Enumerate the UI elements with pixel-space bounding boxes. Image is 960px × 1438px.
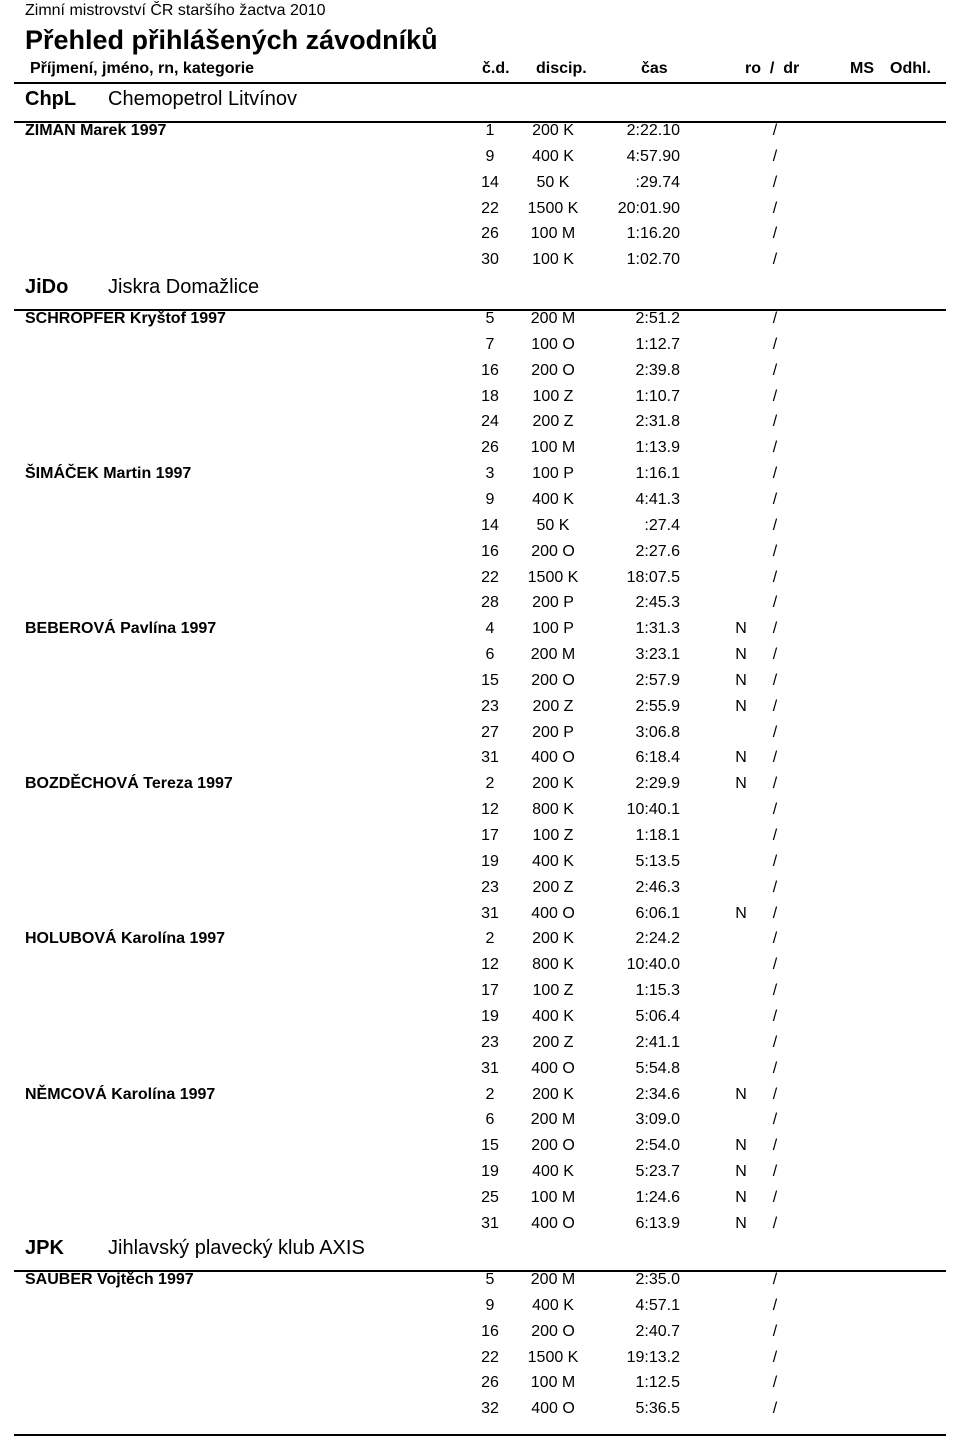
ro-dr-separator: / — [772, 465, 778, 483]
event-number: 22 — [481, 1348, 499, 1366]
entry-row — [0, 646, 960, 672]
entry-row — [0, 413, 960, 439]
entry-time: 2:45.3 — [635, 594, 680, 612]
discipline: 200 O — [531, 1322, 575, 1340]
ro-dr-separator: / — [772, 1348, 778, 1366]
discipline: 400 O — [531, 749, 575, 767]
discipline: 200 K — [532, 775, 574, 793]
entry-row — [0, 620, 960, 646]
event-number: 9 — [485, 490, 495, 508]
event-number: 2 — [485, 1085, 495, 1103]
discipline: 50 K — [536, 516, 570, 534]
event-number: 6 — [485, 1111, 495, 1129]
discipline: 400 O — [531, 1059, 575, 1077]
status-flag: N — [735, 1214, 747, 1232]
entry-time: 19:13.2 — [626, 1348, 680, 1366]
column-header-ms: MS — [850, 60, 874, 77]
event-number: 19 — [481, 1007, 499, 1025]
entry-row — [0, 1086, 960, 1112]
ro-dr-separator: / — [772, 413, 778, 431]
event-number: 31 — [481, 1214, 499, 1232]
entry-row — [0, 1060, 960, 1086]
entry-time: 1:18.1 — [635, 827, 680, 844]
entry-time: 2:34.6 — [635, 1085, 680, 1103]
entry-time: 2:54.0 — [635, 1137, 680, 1155]
entry-row — [0, 465, 960, 491]
discipline: 1500 K — [527, 1348, 579, 1366]
status-flag: N — [735, 671, 747, 689]
discipline: 200 M — [530, 310, 576, 327]
discipline: 200 M — [530, 1271, 576, 1288]
ro-dr-separator: / — [772, 594, 778, 612]
entry-time: 5:06.4 — [635, 1007, 680, 1025]
status-flag: N — [735, 1188, 747, 1206]
discipline: 400 O — [531, 1214, 575, 1232]
event-number: 30 — [481, 251, 499, 269]
ro-dr-separator: / — [772, 568, 778, 586]
club-header — [0, 276, 960, 306]
event-number: 16 — [481, 542, 499, 560]
event-number: 4 — [485, 620, 495, 638]
entry-time: 6:13.9 — [635, 1214, 680, 1232]
ro-dr-separator: / — [772, 646, 778, 664]
entry-row — [0, 982, 960, 1008]
event-number: 17 — [481, 827, 499, 844]
discipline: 200 O — [531, 1137, 575, 1155]
discipline: 200 O — [531, 361, 575, 379]
entry-time: 1:12.5 — [635, 1374, 680, 1392]
entry-time: 2:40.7 — [635, 1322, 680, 1340]
event-number: 17 — [481, 982, 499, 1000]
column-header-event-number: č.d. — [482, 60, 510, 77]
event-number: 22 — [481, 568, 499, 586]
ro-dr-separator: / — [772, 439, 778, 457]
entry-time: 10:40.0 — [626, 956, 680, 974]
event-number: 26 — [481, 439, 499, 457]
event-number: 9 — [485, 147, 495, 165]
event-number: 31 — [481, 749, 499, 767]
ro-dr-separator: / — [772, 1111, 778, 1129]
discipline: 1500 K — [527, 199, 579, 217]
entry-row — [0, 930, 960, 956]
status-flag: N — [735, 620, 747, 638]
entry-row — [0, 1349, 960, 1375]
ro-dr-separator: / — [772, 1085, 778, 1103]
event-number: 32 — [481, 1400, 499, 1418]
event-number: 1 — [485, 122, 495, 139]
entry-time: 4:41.3 — [635, 490, 680, 508]
ro-dr-separator: / — [772, 225, 778, 243]
swimmer-name: ZIMAN Marek 1997 — [25, 122, 167, 139]
entry-time: 2:46.3 — [635, 878, 680, 896]
ro-dr-separator: / — [772, 542, 778, 560]
ro-dr-separator: / — [772, 490, 778, 508]
entry-time: 1:16.20 — [626, 225, 680, 243]
entry-time: 1:15.3 — [635, 982, 680, 1000]
entry-row — [0, 1137, 960, 1163]
entry-time: 10:40.1 — [626, 801, 680, 819]
entry-time: 2:24.2 — [635, 930, 680, 948]
entry-time: 6:18.4 — [635, 749, 680, 767]
club-code: ChpL — [25, 88, 77, 110]
entry-time: 6:06.1 — [635, 904, 680, 922]
entry-row — [0, 517, 960, 543]
event-number: 19 — [481, 852, 499, 870]
ro-dr-separator: / — [772, 827, 778, 844]
discipline: 50 K — [536, 173, 570, 191]
event-number: 12 — [481, 956, 499, 974]
ro-dr-separator: / — [772, 310, 778, 327]
discipline: 100 Z — [532, 827, 574, 844]
club-code: JiDo — [25, 276, 69, 298]
swimmer-name: BOZDĚCHOVÁ Tereza 1997 — [25, 775, 233, 793]
ro-dr-separator: / — [772, 801, 778, 819]
discipline: 800 K — [532, 801, 574, 819]
entry-row — [0, 310, 960, 336]
discipline: 200 O — [531, 671, 575, 689]
discipline: 100 K — [532, 251, 574, 269]
discipline: 100 O — [531, 335, 575, 353]
ro-dr-separator: / — [772, 199, 778, 217]
discipline: 200 O — [531, 542, 575, 560]
event-number: 26 — [481, 225, 499, 243]
ro-dr-separator: / — [772, 147, 778, 165]
entry-time: 2:41.1 — [635, 1033, 680, 1051]
ro-dr-separator: / — [772, 1400, 778, 1418]
ro-dr-separator: / — [772, 878, 778, 896]
entry-time: 1:31.3 — [635, 620, 680, 638]
ro-dr-separator: / — [772, 387, 778, 405]
discipline: 1500 K — [527, 568, 579, 586]
status-flag: N — [735, 1137, 747, 1155]
event-number: 24 — [481, 413, 499, 431]
swimmer-name: SAUBER Vojtěch 1997 — [25, 1271, 194, 1288]
ro-dr-separator: / — [772, 335, 778, 353]
entry-row — [0, 251, 960, 277]
entry-row — [0, 388, 960, 414]
entry-row — [0, 543, 960, 569]
entry-row — [0, 1297, 960, 1323]
event-number: 23 — [481, 878, 499, 896]
discipline: 200 Z — [532, 1033, 574, 1051]
ro-dr-separator: / — [772, 1188, 778, 1206]
entry-row — [0, 1271, 960, 1297]
entry-time: 2:22.10 — [626, 122, 680, 139]
discipline: 400 O — [531, 1400, 575, 1418]
event-number: 28 — [481, 594, 499, 612]
ro-dr-separator: / — [772, 1137, 778, 1155]
discipline: 100 M — [530, 439, 576, 457]
column-header-withdrawn: Odhl. — [890, 60, 931, 77]
entry-time: 5:23.7 — [635, 1163, 680, 1181]
event-number: 18 — [481, 387, 499, 405]
event-number: 31 — [481, 1059, 499, 1077]
entry-row — [0, 336, 960, 362]
discipline: 400 K — [532, 1163, 574, 1181]
entry-time: 1:16.1 — [635, 465, 680, 483]
swimmer-name: HOLUBOVÁ Karolína 1997 — [25, 930, 226, 948]
entry-time: 1:10.7 — [635, 387, 680, 405]
event-number: 3 — [485, 465, 495, 483]
discipline: 100 M — [530, 1374, 576, 1392]
discipline: 200 Z — [532, 413, 574, 431]
entry-row — [0, 956, 960, 982]
entry-time: 3:06.8 — [635, 723, 680, 741]
entry-row — [0, 225, 960, 251]
ro-dr-separator: / — [772, 1214, 778, 1232]
entry-time: 5:13.5 — [635, 852, 680, 870]
discipline: 400 K — [532, 852, 574, 870]
event-number: 6 — [485, 646, 495, 664]
ro-dr-separator: / — [772, 173, 778, 191]
discipline: 100 Z — [532, 982, 574, 1000]
event-number: 31 — [481, 904, 499, 922]
entry-time: 2:31.8 — [635, 413, 680, 431]
discipline: 100 Z — [532, 387, 574, 405]
event-number: 23 — [481, 697, 499, 715]
club-header — [0, 88, 960, 118]
event-number: 15 — [481, 1137, 499, 1155]
entry-time: 2:51.2 — [635, 310, 680, 327]
event-number: 5 — [485, 310, 495, 327]
entry-row — [0, 1034, 960, 1060]
discipline: 200 Z — [532, 697, 574, 715]
entry-time: :29.74 — [635, 173, 680, 191]
event-number: 7 — [485, 335, 495, 353]
discipline: 200 K — [532, 1085, 574, 1103]
ro-dr-separator: / — [772, 697, 778, 715]
competition-name: Zimní mistrovství ČR staršího žactva 2010 — [25, 2, 326, 19]
club-header — [0, 1237, 960, 1267]
ro-dr-separator: / — [772, 1059, 778, 1077]
entry-time: 1:12.7 — [635, 335, 680, 353]
club-name: Jiskra Domažlice — [108, 276, 260, 298]
entry-row — [0, 749, 960, 775]
ro-dr-separator: / — [772, 775, 778, 793]
status-flag: N — [735, 697, 747, 715]
event-number: 25 — [481, 1188, 499, 1206]
entry-row — [0, 200, 960, 226]
ro-dr-separator: / — [772, 1322, 778, 1340]
swimmer-name: ŠIMÁČEK Martin 1997 — [25, 465, 192, 483]
event-number: 15 — [481, 671, 499, 689]
ro-dr-separator: / — [772, 671, 778, 689]
club-name: Jihlavský plavecký klub AXIS — [108, 1237, 365, 1259]
entry-row — [0, 775, 960, 801]
event-number: 2 — [485, 930, 495, 948]
ro-dr-separator: / — [772, 1374, 778, 1392]
entry-time: 2:39.8 — [635, 361, 680, 379]
entry-time: :27.4 — [644, 516, 680, 534]
entry-row — [0, 122, 960, 148]
entry-time: 3:23.1 — [635, 646, 680, 664]
entry-time: 18:07.5 — [626, 568, 680, 586]
column-header-name: Příjmení, jméno, rn, kategorie — [30, 60, 255, 77]
status-flag: N — [735, 775, 747, 793]
entry-row — [0, 1163, 960, 1189]
ro-dr-separator: / — [772, 361, 778, 379]
entry-time: 3:09.0 — [635, 1111, 680, 1129]
entry-time: 20:01.90 — [617, 199, 680, 217]
column-header-time: čas — [641, 60, 668, 77]
entry-time: 2:29.9 — [635, 775, 680, 793]
swimmer-name: NĚMCOVÁ Karolína 1997 — [25, 1085, 216, 1103]
entry-time: 2:57.9 — [635, 671, 680, 689]
entry-time: 1:24.6 — [635, 1188, 680, 1206]
entry-row — [0, 1374, 960, 1400]
ro-dr-separator: / — [772, 930, 778, 948]
event-number: 2 — [485, 775, 495, 793]
entry-time: 2:27.6 — [635, 542, 680, 560]
event-number: 19 — [481, 1163, 499, 1181]
footer-rule — [14, 1434, 946, 1436]
event-number: 16 — [481, 1322, 499, 1340]
discipline: 400 O — [531, 904, 575, 922]
entry-row — [0, 1111, 960, 1137]
ro-dr-separator: / — [772, 723, 778, 741]
discipline: 100 M — [530, 1188, 576, 1206]
discipline: 400 K — [532, 490, 574, 508]
entry-row — [0, 1323, 960, 1349]
discipline: 200 M — [530, 1111, 576, 1129]
event-number: 26 — [481, 1374, 499, 1392]
header-rule — [14, 82, 946, 84]
ro-dr-separator: / — [772, 620, 778, 638]
event-number: 9 — [485, 1296, 495, 1314]
event-number: 14 — [481, 516, 499, 534]
page-title: Přehled přihlášených závodníků — [25, 25, 438, 55]
swimmer-name: BEBEROVÁ Pavlína 1997 — [25, 620, 217, 638]
event-number: 22 — [481, 199, 499, 217]
discipline: 400 K — [532, 1296, 574, 1314]
entry-row — [0, 569, 960, 595]
discipline: 200 M — [530, 646, 576, 664]
ro-dr-separator: / — [772, 904, 778, 922]
ro-dr-separator: / — [772, 852, 778, 870]
ro-dr-separator: / — [772, 1296, 778, 1314]
event-number: 5 — [485, 1271, 495, 1288]
club-name: Chemopetrol Litvínov — [108, 88, 297, 110]
swimmer-name: SCHRÖPFER Kryštof 1997 — [25, 310, 226, 327]
ro-dr-separator: / — [772, 1033, 778, 1051]
entry-time: 4:57.90 — [626, 147, 680, 165]
entry-time: 5:54.8 — [635, 1059, 680, 1077]
ro-dr-separator: / — [772, 1271, 778, 1288]
ro-dr-separator: / — [772, 749, 778, 767]
ro-dr-separator: / — [772, 122, 778, 139]
entry-row — [0, 594, 960, 620]
event-number: 27 — [481, 723, 499, 741]
column-header-ro-dr: ro / dr — [745, 60, 800, 77]
ro-dr-separator: / — [772, 956, 778, 974]
entry-row — [0, 827, 960, 853]
entry-row — [0, 491, 960, 517]
discipline: 200 Z — [532, 878, 574, 896]
status-flag: N — [735, 1085, 747, 1103]
entry-row — [0, 1189, 960, 1215]
discipline: 100 P — [532, 465, 574, 483]
entry-time: 4:57.1 — [635, 1296, 680, 1314]
ro-dr-separator: / — [772, 1163, 778, 1181]
entry-row — [0, 905, 960, 931]
entry-time: 2:35.0 — [635, 1271, 680, 1288]
discipline: 400 K — [532, 1007, 574, 1025]
club-code: JPK — [25, 1237, 64, 1259]
status-flag: N — [735, 904, 747, 922]
event-number: 23 — [481, 1033, 499, 1051]
discipline: 200 K — [532, 930, 574, 948]
entry-row — [0, 148, 960, 174]
entry-time: 1:02.70 — [626, 251, 680, 269]
status-flag: N — [735, 749, 747, 767]
discipline: 200 P — [532, 723, 574, 741]
event-number: 14 — [481, 173, 499, 191]
column-header-discipline: discip. — [536, 60, 587, 77]
ro-dr-separator: / — [772, 251, 778, 269]
entry-row — [0, 362, 960, 388]
entry-row — [0, 853, 960, 879]
discipline: 200 K — [532, 122, 574, 139]
entry-row — [0, 174, 960, 200]
discipline: 400 K — [532, 147, 574, 165]
status-flag: N — [735, 646, 747, 664]
event-number: 16 — [481, 361, 499, 379]
ro-dr-separator: / — [772, 1007, 778, 1025]
ro-dr-separator: / — [772, 982, 778, 1000]
ro-dr-separator: / — [772, 516, 778, 534]
entry-row — [0, 698, 960, 724]
entry-row — [0, 439, 960, 465]
discipline: 800 K — [532, 956, 574, 974]
entry-row — [0, 1400, 960, 1426]
entry-row — [0, 879, 960, 905]
discipline: 200 P — [532, 594, 574, 612]
discipline: 100 P — [532, 620, 574, 638]
entry-row — [0, 724, 960, 750]
entry-time: 2:55.9 — [635, 697, 680, 715]
entry-row — [0, 1008, 960, 1034]
status-flag: N — [735, 1163, 747, 1181]
entry-row — [0, 801, 960, 827]
discipline: 100 M — [530, 225, 576, 243]
event-number: 12 — [481, 801, 499, 819]
entry-row — [0, 672, 960, 698]
entry-time: 1:13.9 — [635, 439, 680, 457]
entry-time: 5:36.5 — [635, 1400, 680, 1418]
